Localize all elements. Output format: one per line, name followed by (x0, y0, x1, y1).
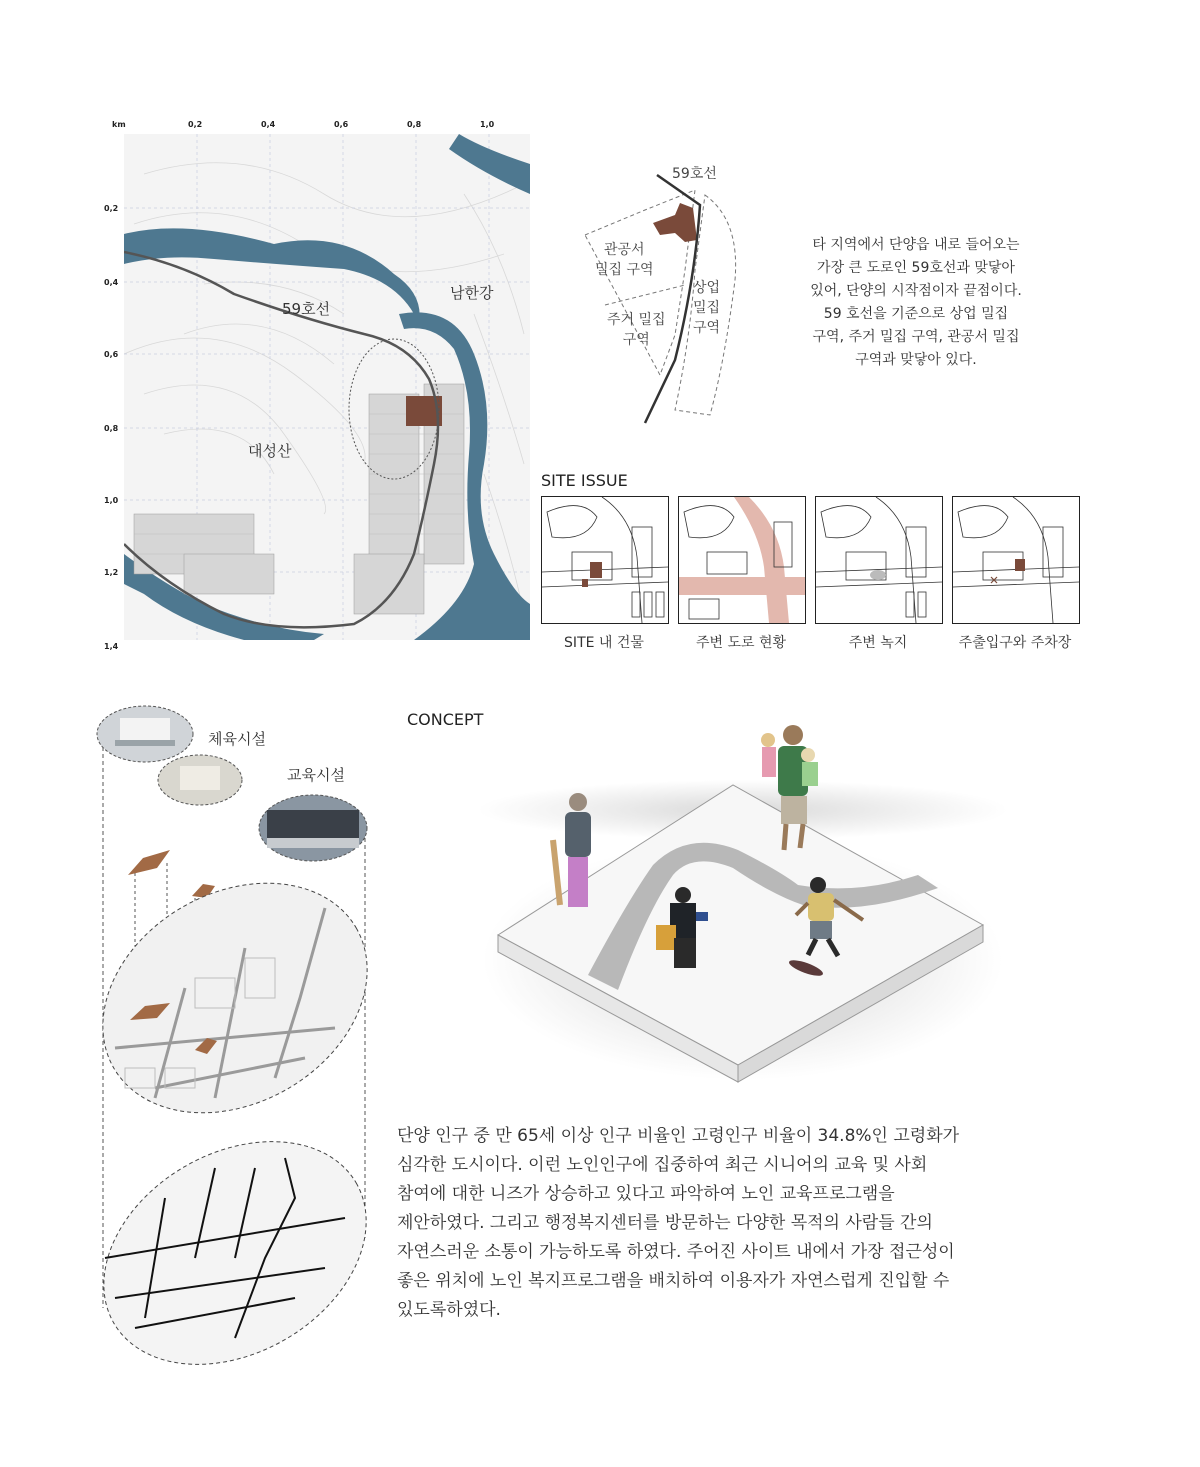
y-tick: 0,8 (104, 424, 119, 433)
zoning-sketch (575, 160, 755, 430)
panel-caption: SITE 내 건물 (564, 635, 644, 651)
mountain-label: 대성산 (248, 442, 292, 460)
panel-caption: 주출입구와 주차장 (958, 635, 1072, 651)
sports-facility-label: 체육시설 (208, 730, 266, 748)
y-tick: 0,2 (104, 204, 119, 213)
concept-title: CONCEPT (407, 710, 484, 729)
y-tick: 0,4 (104, 278, 119, 287)
green-plan-icon (816, 497, 942, 623)
entrance-plan-icon (953, 497, 1079, 623)
concept-illustration (478, 720, 1008, 1090)
site-issue-panel-buildings (541, 496, 669, 624)
site-issue-panel-green (815, 496, 943, 624)
site-issue-panel-roads (678, 496, 806, 624)
road-plan-icon (679, 497, 805, 623)
y-tick: 1,2 (104, 568, 119, 577)
panel-caption: 주변 도로 현황 (695, 635, 787, 651)
site-issue-title: SITE ISSUE (541, 471, 628, 490)
x-tick: 0,4 (261, 120, 276, 129)
gov-zone-label: 관공서 밀집 구역 (595, 242, 654, 278)
residential-zone-label: 주거 밀집 구역 (607, 312, 666, 348)
road-label: 59호선 (282, 300, 331, 318)
x-tick: 1,0 (480, 120, 495, 129)
map-unit-label: km (112, 120, 126, 129)
y-tick: 1,4 (104, 642, 119, 651)
road-59-label: 59호선 (672, 166, 717, 182)
site-issue-panel-entrance (952, 496, 1080, 624)
commercial-zone-label: 상업 밀집 구역 (693, 280, 721, 336)
facility-exploded-diagram (95, 698, 375, 1368)
education-facility-label: 교육시설 (287, 766, 345, 784)
concept-paragraph: 단양 인구 중 만 65세 이상 인구 비율인 고령인구 비율이 34.8%인 고령화가 심각한 도시이다. 이런 노인인구에 집중하여 최근 시니어의 교육 및 사회 참여에 대한 니즈가 상승하고 있다고 파악하여 노인 교육프로그램을 제안하였다. 그리고 행정복지센터를 방문하는 다양한 목적의 사람들 간의 자연스러운 소통이 가능하도록 하였다. 주어진 사이트 내에서 가장 접근성이 좋은 위치에 노인 복지프로그램을 배치하여 이용자가 자연스럽게 진입할 수 있도록하였다. (397, 1126, 960, 1320)
x-tick: 0,2 (188, 120, 203, 129)
x-tick: 0,8 (407, 120, 422, 129)
y-tick: 1,0 (104, 496, 119, 505)
map-section (100, 112, 530, 652)
zoning-diagram (575, 160, 755, 430)
y-tick: 0,6 (104, 350, 119, 359)
river-label: 남한강 (450, 284, 494, 302)
zoning-description: 타 지역에서 단양읍 내로 들어오는 가장 큰 도로인 59호선과 맞닿아 있어, 단양의 시작점이자 끝점이다. 59 호선을 기준으로 상업 밀집 구역, 주거 밀집 구역, 관공서 밀집 구역과 맞닿아 있다. (810, 237, 1022, 368)
site-plan-icon (542, 497, 668, 623)
topographic-map (124, 134, 530, 640)
x-tick: 0,6 (334, 120, 349, 129)
panel-caption: 주변 녹지 (848, 635, 908, 651)
